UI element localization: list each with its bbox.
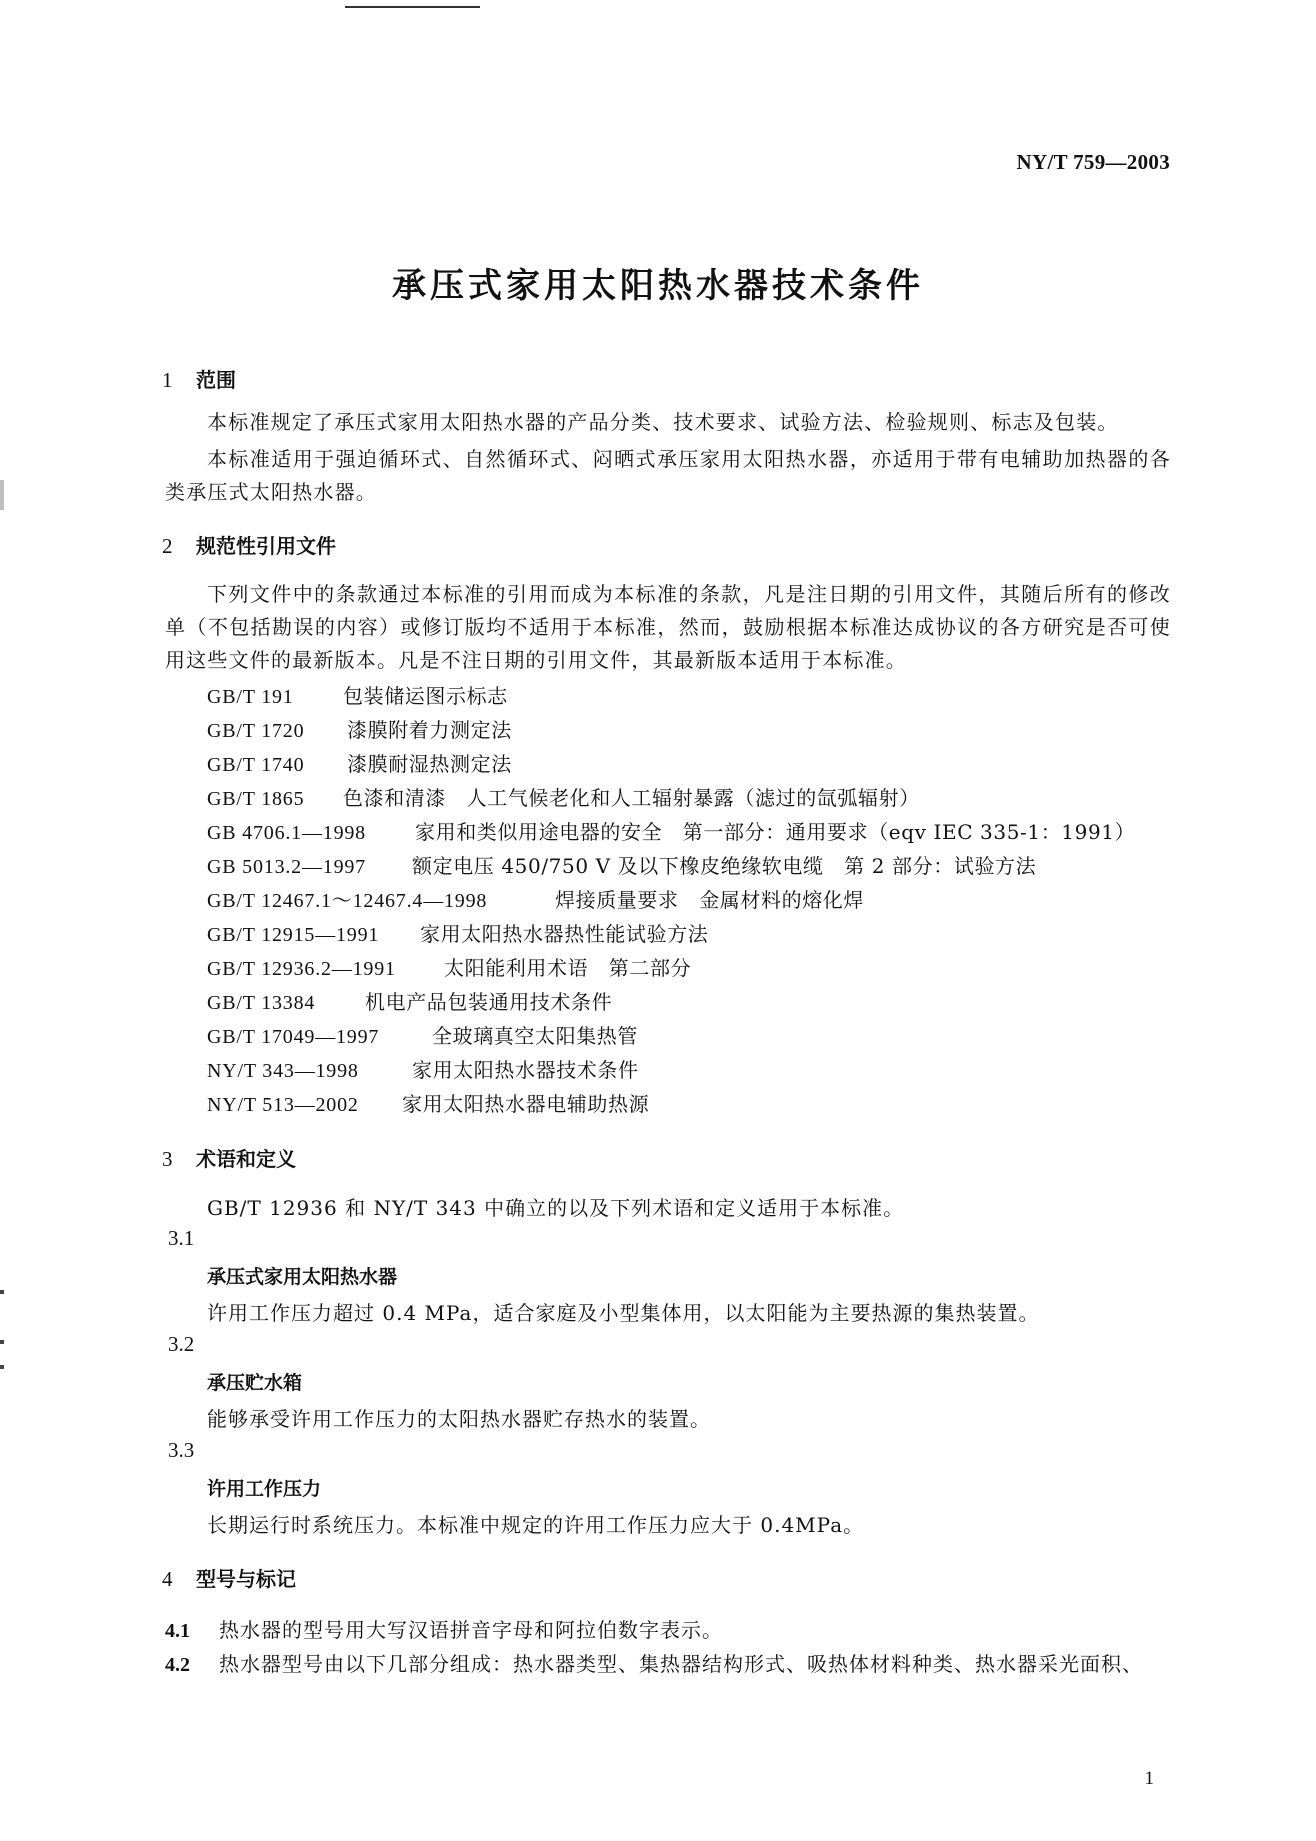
reference-title: 漆膜附着力测定法 [347,718,512,742]
clause-item [165,1614,723,1643]
reference-item [207,884,864,913]
clause-number: 4.1 [165,1620,190,1642]
section-title: 型号与标记 [196,1567,296,1591]
scan-margin-mark [0,1365,4,1369]
reference-item [207,748,512,777]
scope-paragraph-1: 本标准规定了承压式家用太阳热水器的产品分类、技术要求、试验方法、检验规则、标志及包装。 [207,410,1119,434]
reference-item [207,816,1135,845]
reference-title: 包装储运图示标志 [343,684,508,708]
scan-margin-mark [0,1290,4,1294]
section-number: 4 [162,1567,173,1591]
reference-item [207,986,612,1015]
reference-title: 额定电压 450/750 V 及以下橡皮绝缘软电缆 第 2 部分：试验方法 [412,854,1037,878]
reference-title: 焊接质量要求 金属材料的熔化焊 [555,888,864,912]
reference-item [207,850,1036,879]
clause-text: 热水器的型号用大写汉语拼音字母和阿拉伯数字表示。 [219,1618,723,1642]
references-intro: 下列文件中的条款通过本标准的引用而成为本标准的条款，凡是注日期的引用文件，其随后所有的修改单（不包括勘误的内容）或修订版均不适用于本标准，然而，鼓励根据本标准达成协议的各方研究是否可使用这些文件的最新版本。凡是不注日期的引用文件，其最新版本适用于本标准。 [165,582,1171,672]
reference-code: GB/T 1865 [207,788,305,810]
terms-intro: GB/T 12936 和 NY/T 343 中确立的以及下列术语和定义适用于本标准。 [207,1196,905,1220]
reference-code: GB/T 1740 [207,754,305,776]
reference-item [207,1054,639,1083]
reference-code: GB 4706.1—1998 [207,822,366,844]
term-number: 3.2 [168,1332,195,1356]
reference-code: GB/T 13384 [207,992,316,1014]
scope-paragraph-2: 本标准适用于强迫循环式、自然循环式、闷晒式承压家用太阳热水器，亦适用于带有电辅助加热器的各类承压式太阳热水器。 [165,447,1171,504]
section-number: 3 [162,1147,173,1171]
section-heading-model-marking [162,1563,296,1592]
reference-code: GB 5013.2—1997 [207,856,366,878]
reference-title: 机电产品包装通用技术条件 [365,990,613,1014]
section-heading-terms-definitions [162,1143,296,1172]
reference-code: NY/T 343—1998 [207,1060,359,1082]
section-title: 规范性引用文件 [196,534,336,558]
reference-code: GB/T 17049—1997 [207,1026,380,1048]
reference-item [207,680,508,709]
clause-number: 4.2 [165,1654,190,1676]
reference-title: 家用和类似用途电器的安全 第一部分：通用要求（eqv IEC 335-1：1991） [415,820,1136,844]
reference-title: 家用太阳热水器电辅助热源 [402,1092,650,1116]
clause-item [165,1648,1143,1677]
reference-code: GB/T 191 [207,686,294,708]
section-number: 2 [162,534,173,558]
term-name: 承压式家用太阳热水器 [207,1266,398,1288]
term-number: 3.3 [168,1438,195,1462]
section-number: 1 [162,368,173,392]
reference-code: NY/T 513—2002 [207,1094,359,1116]
reference-item [207,1088,649,1117]
reference-item [207,714,512,743]
reference-item [207,1020,638,1049]
term-definition: 能够承受许用工作压力的太阳热水器贮存热水的装置。 [207,1407,711,1431]
term-number: 3.1 [168,1226,195,1250]
reference-title: 家用太阳热水器技术条件 [412,1058,639,1082]
reference-code: GB/T 12915—1991 [207,924,380,946]
reference-item [207,952,691,981]
reference-code: GB/T 1720 [207,720,305,742]
scan-margin-mark [0,480,4,510]
standard-code: NY/T 759—2003 [1016,150,1170,174]
reference-title: 漆膜耐湿热测定法 [347,752,512,776]
document-title: 承压式家用太阳热水器技术条件 [392,266,924,306]
reference-item [207,918,708,947]
reference-title: 家用太阳热水器热性能试验方法 [420,922,709,946]
section-title: 范围 [196,368,236,392]
reference-code: GB/T 12936.2—1991 [207,958,396,980]
scan-margin-mark [0,1340,4,1344]
reference-title: 太阳能利用术语 第二部分 [444,956,692,980]
reference-title: 全玻璃真空太阳集热管 [432,1024,638,1048]
term-name: 承压贮水箱 [207,1372,303,1394]
reference-code: GB/T 12467.1～12467.4—1998 [207,890,488,912]
scan-top-line [345,6,480,8]
clause-text: 热水器型号由以下几部分组成：热水器类型、集热器结构形式、吸热体材料种类、热水器采光面积、 [219,1652,1143,1676]
section-title: 术语和定义 [196,1147,296,1171]
section-heading-normative-references [162,530,336,559]
term-definition: 许用工作压力超过 0.4 MPa，适合家庭及小型集体用，以太阳能为主要热源的集热装置。 [207,1301,1040,1325]
term-definition: 长期运行时系统压力。本标准中规定的许用工作压力应大于 0.4MPa。 [207,1513,865,1537]
term-name: 许用工作压力 [207,1478,322,1500]
section-heading-scope [162,364,236,393]
page-number: 1 [1144,1768,1154,1789]
reference-title: 色漆和清漆 人工气候老化和人工辐射暴露（滤过的氙弧辐射） [343,786,920,810]
reference-item [207,782,920,811]
